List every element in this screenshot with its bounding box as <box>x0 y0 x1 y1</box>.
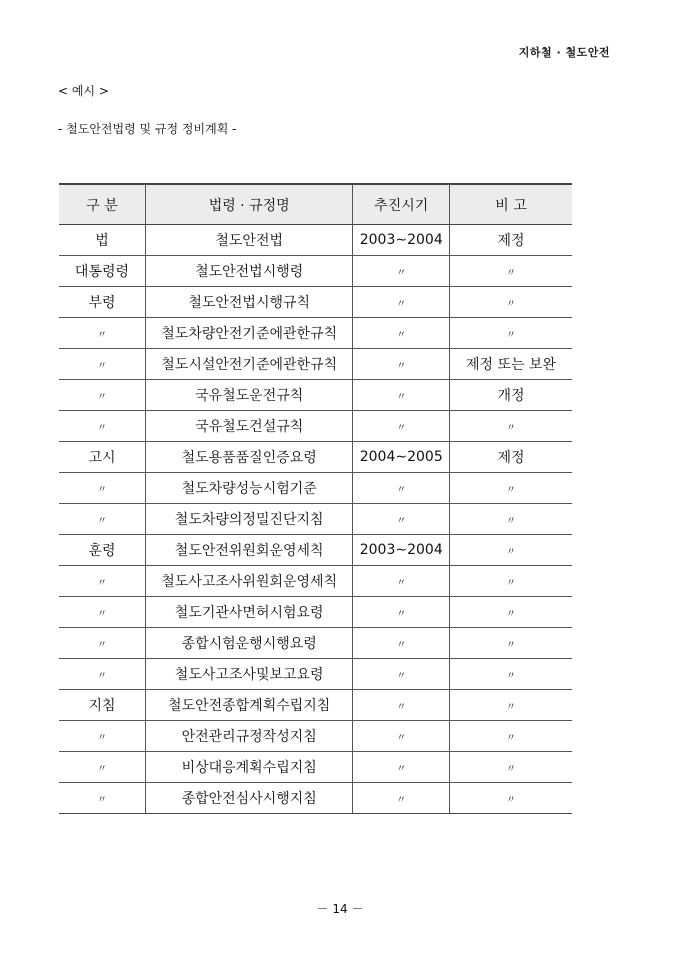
cell-regulation-name: 철도사고조사위원회운영세칙 <box>145 566 352 597</box>
cell-category: 〃 <box>59 504 145 535</box>
cell-category: 고시 <box>59 442 145 473</box>
cell-regulation-name: 철도안전법시행령 <box>145 256 352 287</box>
cell-schedule: 〃 <box>353 318 450 349</box>
table-title: - 철도안전법령 및 규정 정비계획 - <box>58 122 237 136</box>
table-body <box>59 225 572 814</box>
cell-remarks: 〃 <box>450 659 572 690</box>
cell-remarks: 〃 <box>450 473 572 504</box>
table-row <box>59 380 572 411</box>
cell-regulation-name: 종합시험운행시행요령 <box>145 628 352 659</box>
cell-remarks: 〃 <box>450 535 572 566</box>
table-row <box>59 566 572 597</box>
cell-remarks: 〃 <box>450 597 572 628</box>
header-regulation-name: 법령 · 규정명 <box>145 184 352 225</box>
cell-regulation-name: 철도사고조사및보고요령 <box>145 659 352 690</box>
cell-category: 〃 <box>59 411 145 442</box>
example-label: < 예시 > <box>58 84 109 98</box>
cell-remarks: 개정 <box>450 380 572 411</box>
cell-category: 〃 <box>59 380 145 411</box>
cell-category: 〃 <box>59 566 145 597</box>
header-schedule: 추진시기 <box>353 184 450 225</box>
cell-category: 〃 <box>59 597 145 628</box>
cell-remarks: 〃 <box>450 721 572 752</box>
cell-schedule: 〃 <box>353 287 450 318</box>
cell-category: 〃 <box>59 318 145 349</box>
cell-remarks: 제정 또는 보완 <box>450 349 572 380</box>
cell-category: 법 <box>59 225 145 256</box>
table-row <box>59 225 572 256</box>
table-row <box>59 349 572 380</box>
cell-category: 〃 <box>59 659 145 690</box>
cell-schedule: 〃 <box>353 690 450 721</box>
cell-schedule: 〃 <box>353 783 450 814</box>
cell-remarks: 〃 <box>450 256 572 287</box>
cell-schedule: 〃 <box>353 380 450 411</box>
header-category: 구 분 <box>59 184 145 225</box>
cell-category: 〃 <box>59 349 145 380</box>
table-row <box>59 473 572 504</box>
regulation-plan-table <box>59 183 572 814</box>
cell-remarks: 제정 <box>450 442 572 473</box>
cell-category: 〃 <box>59 721 145 752</box>
cell-regulation-name: 비상대응계획수립지침 <box>145 752 352 783</box>
table-row <box>59 628 572 659</box>
cell-regulation-name: 철도차량안전기준에관한규칙 <box>145 318 352 349</box>
table-row <box>59 752 572 783</box>
cell-regulation-name: 철도안전종합계획수립지침 <box>145 690 352 721</box>
cell-regulation-name: 국유철도건설규칙 <box>145 411 352 442</box>
cell-schedule: 〃 <box>353 721 450 752</box>
cell-category: 〃 <box>59 783 145 814</box>
cell-remarks: 〃 <box>450 628 572 659</box>
cell-schedule: 〃 <box>353 752 450 783</box>
cell-category: 대통령령 <box>59 256 145 287</box>
cell-regulation-name: 종합안전심사시행지침 <box>145 783 352 814</box>
table-row <box>59 597 572 628</box>
cell-category: 〃 <box>59 752 145 783</box>
cell-schedule: 〃 <box>353 597 450 628</box>
cell-remarks: 〃 <box>450 752 572 783</box>
cell-remarks: 〃 <box>450 318 572 349</box>
table-row <box>59 690 572 721</box>
cell-remarks: 제정 <box>450 225 572 256</box>
section-header: 지하철 · 철도안전 <box>518 46 610 59</box>
cell-regulation-name: 철도시설안전기준에관한규칙 <box>145 349 352 380</box>
cell-regulation-name: 철도안전위원회운영세칙 <box>145 535 352 566</box>
table-row <box>59 721 572 752</box>
cell-regulation-name: 철도안전법시행규칙 <box>145 287 352 318</box>
table-row <box>59 411 572 442</box>
cell-category: 〃 <box>59 628 145 659</box>
table-row <box>59 535 572 566</box>
table-row <box>59 659 572 690</box>
cell-remarks: 〃 <box>450 783 572 814</box>
cell-category: 부령 <box>59 287 145 318</box>
cell-schedule: 〃 <box>353 628 450 659</box>
cell-regulation-name: 안전관리규정작성지침 <box>145 721 352 752</box>
cell-regulation-name: 철도차량의정밀진단지침 <box>145 504 352 535</box>
cell-regulation-name: 철도안전법 <box>145 225 352 256</box>
table-header-row <box>59 184 572 225</box>
cell-remarks: 〃 <box>450 690 572 721</box>
cell-schedule: 〃 <box>353 659 450 690</box>
cell-schedule: 〃 <box>353 566 450 597</box>
cell-regulation-name: 국유철도운전규칙 <box>145 380 352 411</box>
cell-regulation-name: 철도차량성능시험기준 <box>145 473 352 504</box>
cell-remarks: 〃 <box>450 287 572 318</box>
cell-schedule: 〃 <box>353 411 450 442</box>
table-row <box>59 442 572 473</box>
table-row <box>59 256 572 287</box>
table-row <box>59 504 572 535</box>
cell-remarks: 〃 <box>450 566 572 597</box>
table-row <box>59 318 572 349</box>
page-number: － 14 － <box>316 902 364 916</box>
cell-schedule: 〃 <box>353 504 450 535</box>
cell-remarks: 〃 <box>450 504 572 535</box>
cell-schedule: 2003∼2004 <box>353 225 450 256</box>
header-remarks: 비 고 <box>450 184 572 225</box>
cell-category: 훈령 <box>59 535 145 566</box>
cell-schedule: 2004∼2005 <box>353 442 450 473</box>
cell-remarks: 〃 <box>450 411 572 442</box>
table-row <box>59 783 572 814</box>
cell-category: 〃 <box>59 473 145 504</box>
cell-schedule: 〃 <box>353 473 450 504</box>
cell-schedule: 〃 <box>353 349 450 380</box>
cell-category: 지침 <box>59 690 145 721</box>
cell-regulation-name: 철도용품품질인증요령 <box>145 442 352 473</box>
cell-schedule: 〃 <box>353 256 450 287</box>
cell-regulation-name: 철도기관사면허시험요령 <box>145 597 352 628</box>
cell-schedule: 2003∼2004 <box>353 535 450 566</box>
table-row <box>59 287 572 318</box>
